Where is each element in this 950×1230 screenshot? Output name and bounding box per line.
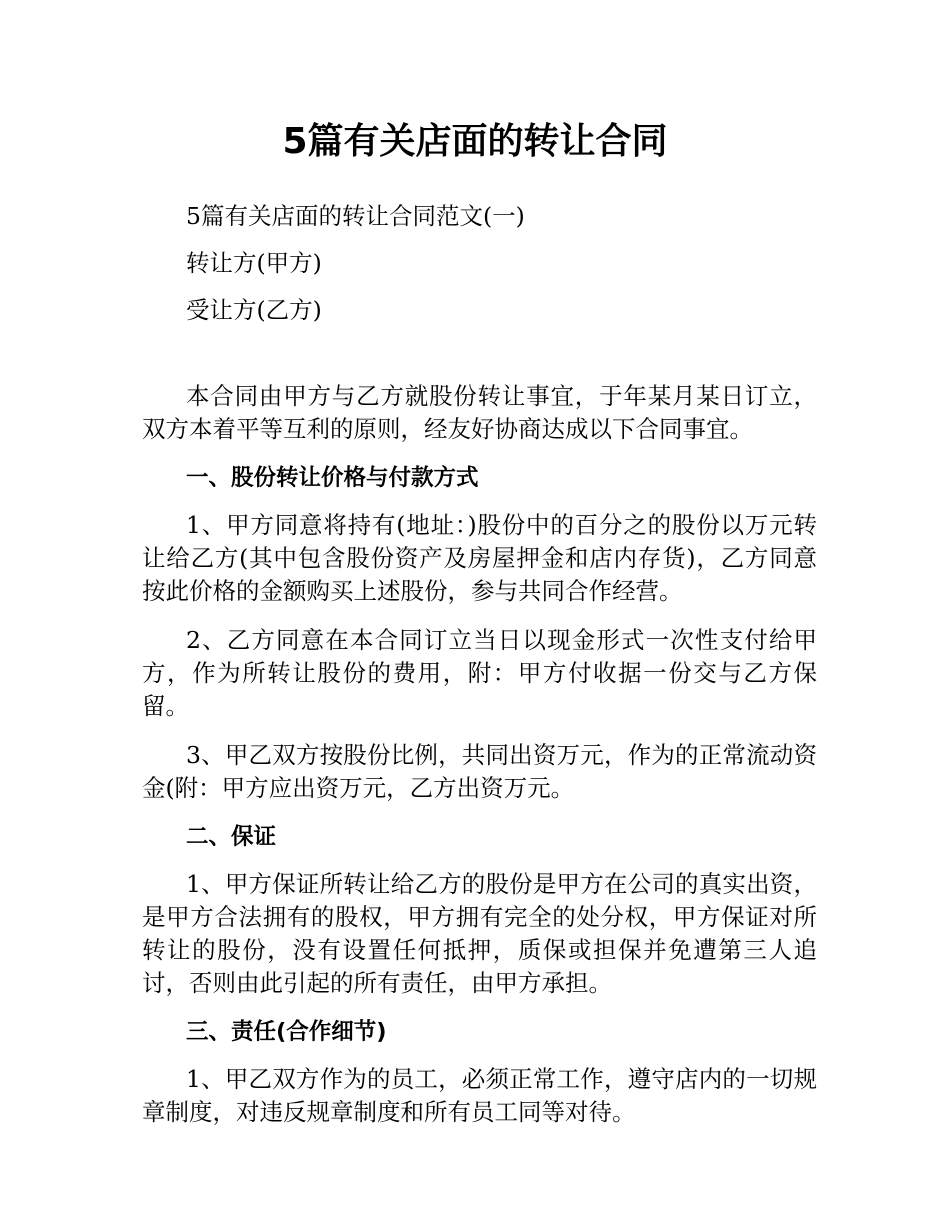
intro-paragraph: 本合同由甲方与乙方就股份转让事宜，于年某月某日订立，双方本着平等互利的原则，经友好协商达成以下合同事宜。 bbox=[142, 382, 817, 443]
document-title: 5篇有关店面的转让合同 bbox=[282, 121, 668, 162]
transferor-label: 转让方(甲方) bbox=[186, 249, 322, 277]
transferee-label: 受让方(乙方) bbox=[186, 296, 322, 324]
document-body bbox=[142, 200, 817, 1129]
section-2-paragraph-1: 1、甲方保证所转让给乙方的股份是甲方在公司的真实出资，是甲方合法拥有的股权，甲方拥有完全的处分权，甲方保证对所转让的股份，没有设置任何抵押，质保或担保并免遭第三人追讨，否则由此引起的所有责任，由甲方承担。 bbox=[142, 870, 817, 997]
section-1-paragraph-2: 2、乙方同意在本合同订立当日以现金形式一次性支付给甲方，作为所转让股份的费用，附：甲方付收据一份交与乙方保留。 bbox=[142, 626, 817, 720]
section-1-paragraph-3: 3、甲乙双方按股份比例，共同出资万元，作为的正常流动资金(附：甲方应出资万元，乙方出资万元。 bbox=[142, 741, 817, 802]
section-1-paragraph-1: 1、甲方同意将持有(地址：)股份中的百分之的股份以万元转让给乙方(其中包含股份资产及房屋押金和店内存货)，乙方同意按此价格的金额购买上述股份，参与共同合作经营。 bbox=[142, 511, 817, 605]
section-3-paragraph-1: 1、甲乙双方作为的员工，必须正常工作，遵守店内的一切规章制度，对违反规章制度和所有员工同等对待。 bbox=[142, 1065, 817, 1126]
section-heading-2: 二、保证 bbox=[186, 824, 277, 850]
document-subtitle: 5篇有关店面的转让合同范文(一) bbox=[186, 202, 525, 230]
section-heading-1: 一、股份转让价格与付款方式 bbox=[186, 465, 479, 491]
section-heading-3: 三、责任(合作细节) bbox=[186, 1019, 387, 1045]
